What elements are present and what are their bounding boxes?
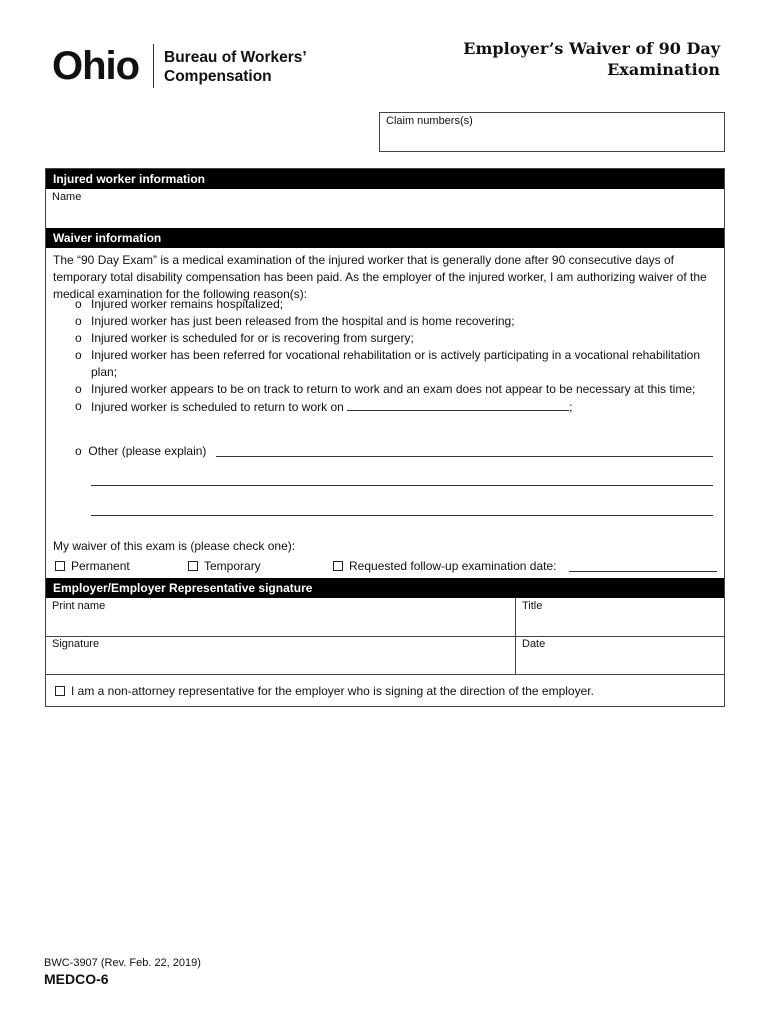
- temporary-option[interactable]: [188, 558, 261, 574]
- ohio-logo-wordmark: Ohio: [52, 44, 140, 88]
- reason-item[interactable]: [75, 313, 715, 330]
- reason-item-return-to-work[interactable]: [75, 398, 715, 416]
- other-explain-line-3[interactable]: [91, 515, 713, 516]
- return-to-work-suffix: ;: [569, 400, 573, 414]
- name-label: Name: [52, 191, 82, 203]
- reason-text: Injured worker is scheduled for or is recovering from surgery;: [91, 331, 414, 345]
- logo-divider: [153, 44, 154, 88]
- reason-item-other[interactable]: [75, 443, 206, 459]
- form-code: MEDCO-6: [44, 971, 109, 987]
- reason-item[interactable]: [75, 296, 715, 313]
- claim-number-label: Claim numbers(s): [386, 115, 473, 127]
- permanent-option[interactable]: [55, 558, 130, 574]
- attestation-row-divider: [46, 674, 724, 675]
- bullet: o: [75, 399, 82, 413]
- bullet: o: [75, 297, 82, 311]
- reason-item[interactable]: [75, 347, 715, 381]
- other-explain-line-2[interactable]: [91, 485, 713, 486]
- followup-checkbox[interactable]: [333, 561, 343, 571]
- waiver-type-prompt: My waiver of this exam is (please check one):: [53, 539, 296, 553]
- title-field[interactable]: [516, 598, 724, 636]
- waiver-heading: Waiver information: [46, 228, 724, 248]
- injured-worker-heading: Injured worker information: [46, 169, 724, 189]
- date-label: Date: [522, 638, 546, 650]
- permanent-label: Permanent: [71, 559, 130, 573]
- followup-option[interactable]: [333, 558, 556, 574]
- title-label: Title: [522, 600, 543, 612]
- document-title: [463, 38, 720, 80]
- signature-heading: Employer/Employer Representative signature: [46, 578, 724, 598]
- date-field[interactable]: [516, 637, 724, 674]
- bullet: o: [75, 331, 82, 345]
- temporary-checkbox[interactable]: [188, 561, 198, 571]
- print-name-label: Print name: [52, 600, 106, 612]
- temporary-label: Temporary: [204, 559, 261, 573]
- attestation-checkbox[interactable]: [55, 686, 65, 696]
- document-title-line1: Employer’s Waiver of 90 Day: [463, 39, 720, 58]
- agency-name-line2: Compensation: [164, 68, 272, 85]
- reason-item[interactable]: [75, 381, 715, 398]
- followup-date-field[interactable]: [569, 571, 717, 572]
- reason-item[interactable]: [75, 330, 715, 347]
- reason-text: Injured worker has just been released from the hospital and is home recovering;: [91, 314, 515, 328]
- permanent-checkbox[interactable]: [55, 561, 65, 571]
- attestation-label: I am a non-attorney representative for the employer who is signing at the direction of the employer.: [71, 684, 594, 698]
- claim-number-field[interactable]: [379, 112, 725, 152]
- print-name-field[interactable]: [46, 598, 515, 636]
- reason-list: [75, 296, 715, 416]
- signature-label: Signature: [52, 638, 100, 650]
- form-number: BWC-3907 (Rev. Feb. 22, 2019): [44, 957, 201, 969]
- other-label: Other (please explain): [88, 444, 207, 458]
- bullet: o: [75, 444, 82, 458]
- return-to-work-date-field[interactable]: [347, 398, 569, 411]
- other-explain-line-1[interactable]: [216, 456, 713, 457]
- reason-text: Injured worker remains hospitalized;: [91, 297, 284, 311]
- name-field[interactable]: [46, 189, 724, 227]
- followup-label: Requested follow-up examination date:: [349, 559, 557, 573]
- document-title-line2: Examination: [607, 60, 720, 79]
- agency-name-line1: Bureau of Workers’: [164, 49, 307, 66]
- waiver-intro: The “90 Day Exam” is a medical examination of the injured worker that is generally done after 90 consecutive days of temporary total disability compensation has been paid. As the employer of the injured worker, I am authorizing waiver of the medical examination for the following reason(s):: [53, 253, 707, 301]
- return-to-work-label: Injured worker is scheduled to return to work on: [91, 400, 344, 414]
- bullet: o: [75, 382, 82, 396]
- signature-field[interactable]: [46, 637, 515, 674]
- bullet: o: [75, 314, 82, 328]
- agency-name: [164, 48, 307, 86]
- attestation-option[interactable]: [55, 683, 594, 699]
- reason-text: Injured worker appears to be on track to return to work and an exam does not appear to be necessary at this time;: [91, 382, 696, 396]
- reason-text: Injured worker has been referred for vocational rehabilitation or is actively participating in a vocational rehabilitation plan;: [91, 348, 700, 379]
- bullet: o: [75, 348, 82, 362]
